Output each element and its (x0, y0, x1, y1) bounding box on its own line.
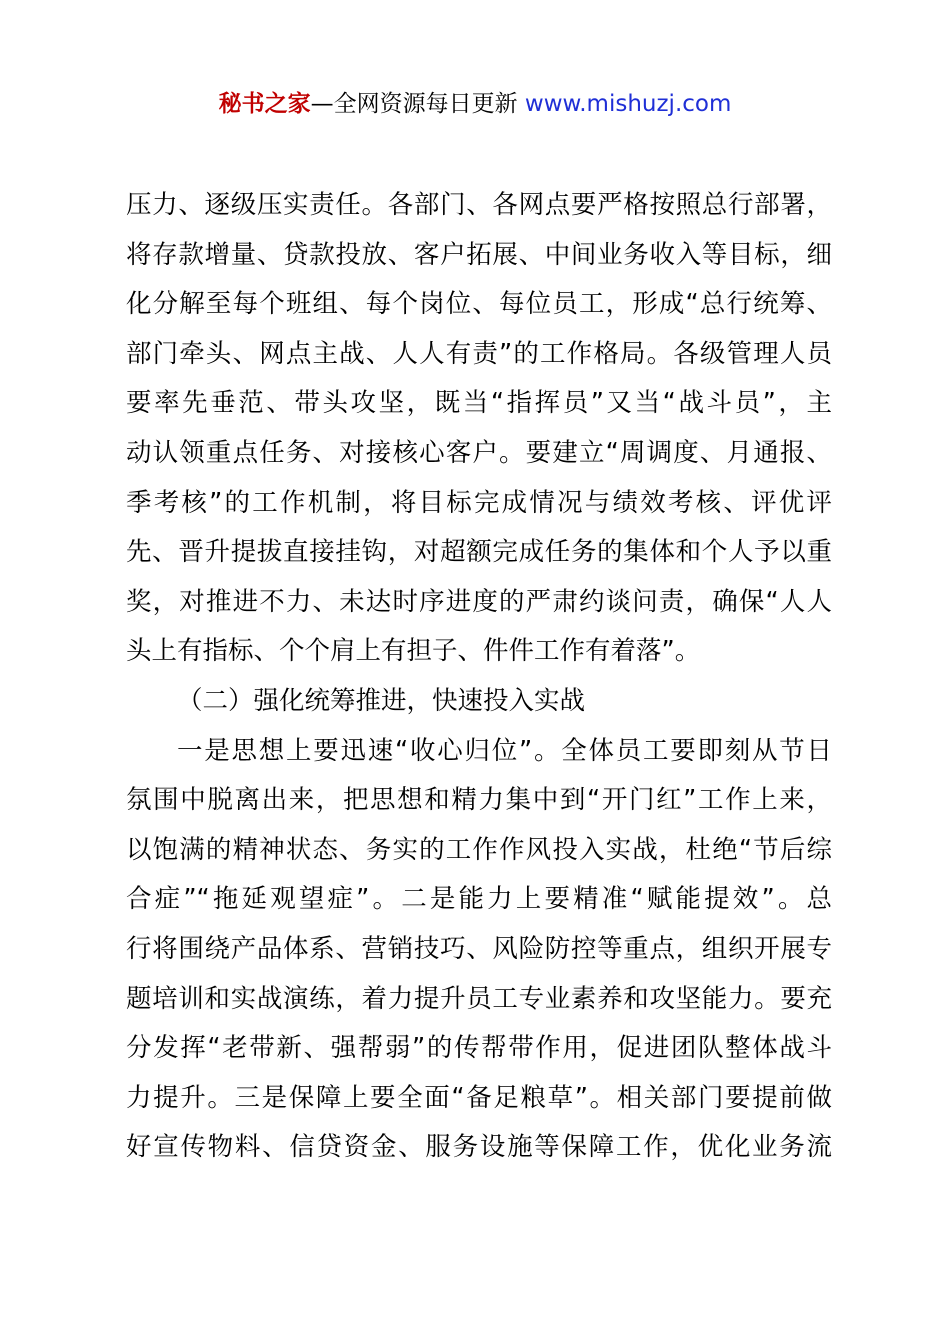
body-line: 季考核”的工作机制，将目标完成情况与绩效考核、评优评 (126, 487, 832, 518)
document-body (126, 181, 832, 1173)
body-line: 头上有指标、个个肩上有担子、件件工作有着落”。 (126, 636, 701, 667)
page-header (0, 88, 950, 120)
brand-name: 秘书之家 (218, 91, 311, 117)
body-line: 动认领重点任务、对接核心客户。要建立“周调度、月通报、 (126, 437, 832, 468)
body-line: 氛围中脱离出来，把思想和精力集中到“开门红”工作上来， (126, 785, 832, 816)
body-line: 部门牵头、网点主战、人人有责”的工作格局。各级管理人员 (126, 338, 832, 369)
body-line: 要率先垂范、带头攻坚，既当“指挥员”又当“战斗员”，主 (126, 388, 832, 419)
paragraph-first-line: 一是思想上要迅速“收心归位”。全体员工要即刻从节日 (177, 735, 832, 766)
body-line: 压力、逐级压实责任。各部门、各网点要严格按照总行部署， (126, 190, 832, 220)
body-line: 化分解至每个班组、每个岗位、每位员工，形成“总行统筹、 (126, 289, 832, 320)
body-line: 合症”“拖延观望症”。二是能力上要精准“赋能提效”。总 (126, 884, 832, 915)
body-line: 先、晋升提拔直接挂钩，对超额完成任务的集体和个人予以重 (126, 537, 832, 568)
header-url[interactable]: www.mishuzj.com (524, 91, 732, 117)
section-heading: （二）强化统筹推进，快速投入实战 (177, 685, 586, 716)
body-line: 分发挥“老带新、强帮弱”的传帮带作用，促进团队整体战斗 (126, 1033, 832, 1064)
body-line: 题培训和实战演练，着力提升员工专业素养和攻坚能力。要充 (126, 983, 832, 1014)
body-line: 以饱满的精神状态、务实的工作作风投入实战，杜绝“节后综 (126, 834, 832, 865)
body-line: 好宣传物料、信贷资金、服务设施等保障工作，优化业务流 (126, 1132, 832, 1163)
body-line: 行将围绕产品体系、营销技巧、风险防控等重点，组织开展专 (126, 933, 832, 964)
body-line: 奖，对推进不力、未达时序进度的严肃约谈问责，确保“人人 (126, 586, 832, 617)
body-line: 将存款增量、贷款投放、客户拓展、中间业务收入等目标，细 (126, 239, 832, 270)
header-tagline: —全网资源每日更新 (310, 91, 518, 117)
body-line: 力提升。三是保障上要全面“备足粮草”。相关部门要提前做 (126, 1082, 832, 1113)
